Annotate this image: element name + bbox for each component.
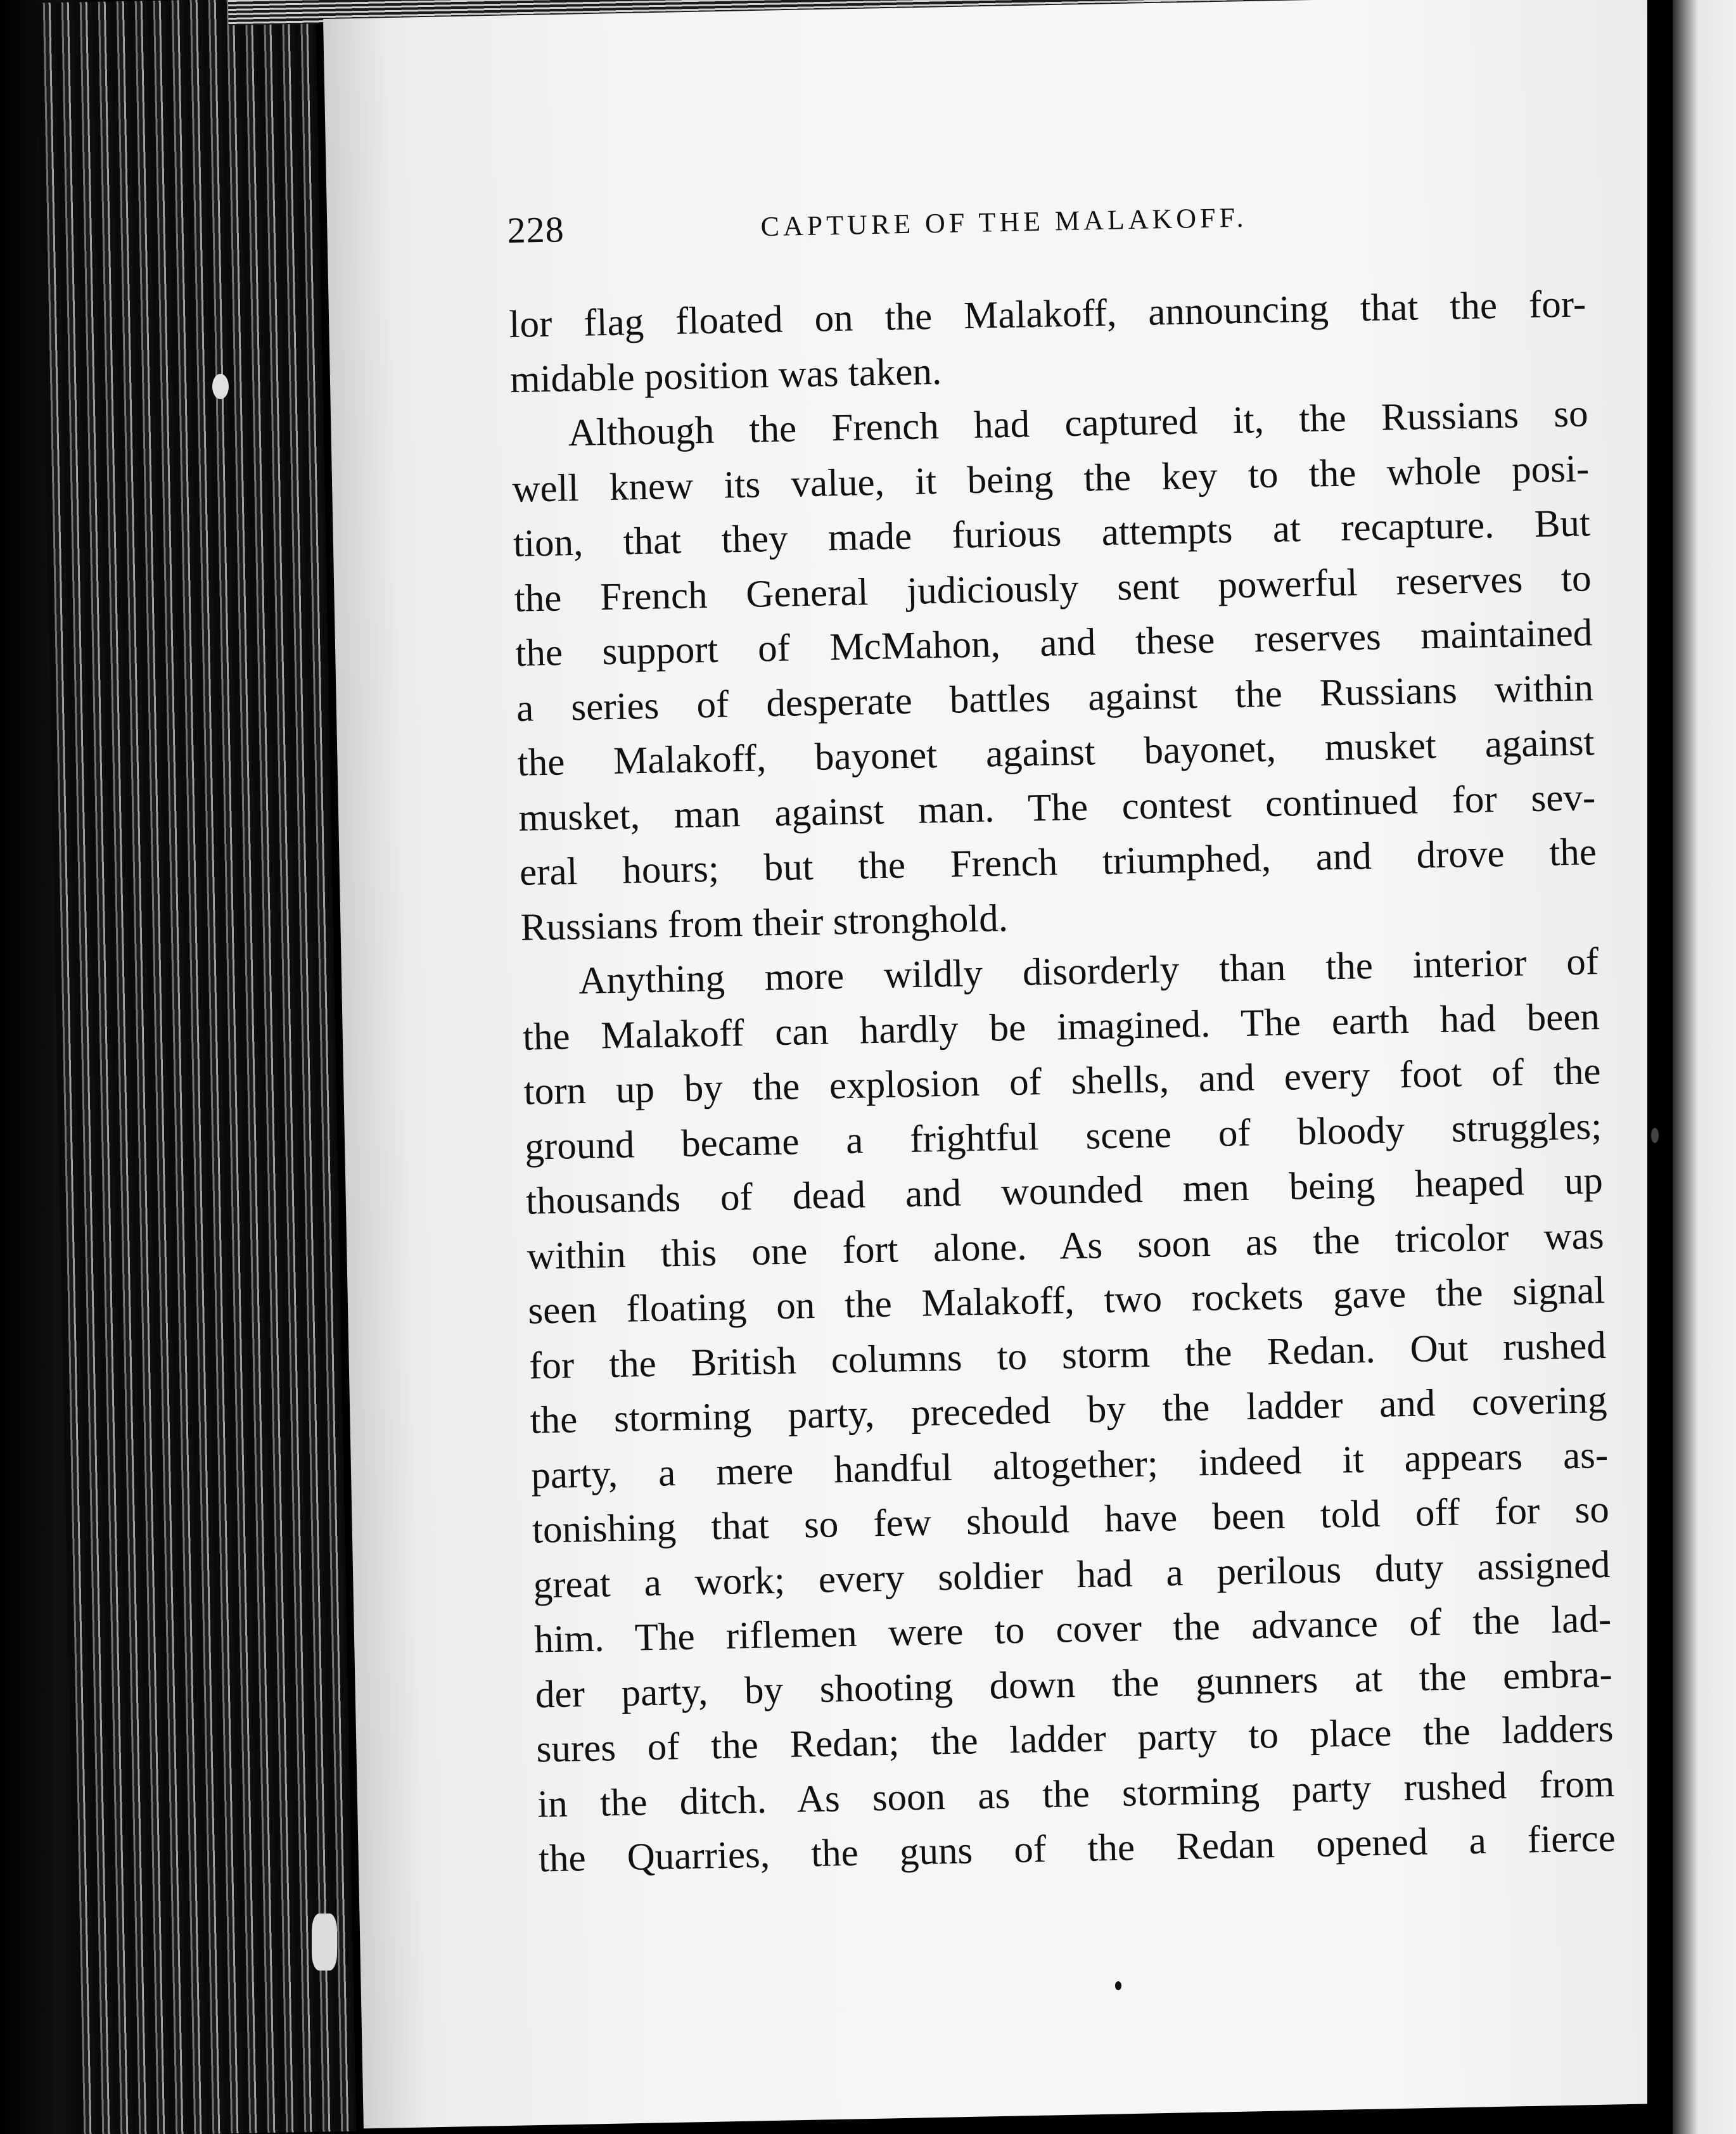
text-line: Anything more wildly disorderly than the interior of [578, 940, 1599, 1003]
paragraph-1 [509, 277, 1588, 407]
text-line: the Quarries, the guns of the Redan opened a fierce [538, 1817, 1616, 1881]
text-line: ground became a frightful scene of bloody struggles; [524, 1104, 1602, 1168]
text-line: the Malakoff can hardly be imagined. The earth had been [522, 995, 1600, 1059]
speck [1115, 1981, 1121, 1990]
page-number: 228 [507, 208, 565, 251]
text-line: the storming party, preceded by the ladder and covering [530, 1379, 1608, 1442]
facing-page-edge [1673, 0, 1736, 2134]
text-line: the French General judiciously sent powerful reserves to [514, 556, 1592, 620]
paragraph-2 [511, 387, 1598, 955]
text-line: a series of desperate battles against the Russians within [516, 666, 1594, 730]
text-line: great a work; every soldier had a perilous duty assigned [533, 1543, 1611, 1607]
text-line: in the ditch. As soon as the storming party rushed from [537, 1762, 1615, 1826]
text-line: seen floating on the Malakoff, two rockets gave the signal [527, 1269, 1605, 1332]
speck [312, 1914, 337, 1971]
text-line: tion, that they made furious attempts at recapture. But [513, 502, 1591, 565]
text-line: Russians from their stronghold. [520, 897, 1009, 949]
text-line: tonishing that so few should have been told off for so [532, 1488, 1610, 1552]
text-line: for the British columns to storm the Redan. Out rushed [528, 1324, 1607, 1388]
text-line: the support of McMahon, and these reserves maintained [514, 611, 1593, 675]
text-line: der party, by shooting down the gunners at the embra- [535, 1652, 1613, 1716]
text-line: lor flag floated on the Malakoff, announcing that the for- [508, 283, 1586, 346]
text-line: party, a mere handful altogether; indeed it appears as- [530, 1433, 1609, 1497]
text-line: musket, man against man. The contest continued for sev- [518, 776, 1596, 840]
speck [1651, 1128, 1659, 1143]
text-line: midable position was taken. [509, 350, 942, 401]
text-block [507, 188, 1616, 1887]
text-line: the Malakoff, bayonet against bayonet, musket against [517, 721, 1595, 784]
running-head-title: CAPTURE OF THE MALAKOFF. [760, 201, 1248, 243]
page-edge-stack [37, 0, 357, 2134]
text-line: him. The riflemen were to cover the advance of the lad- [533, 1597, 1612, 1661]
paragraph-3 [521, 935, 1616, 1887]
speck [212, 374, 229, 399]
text-line: Although the French had captured it, the Russians so [568, 392, 1589, 455]
text-line: well knew its value, it being the key to the whole posi- [511, 447, 1590, 511]
text-line: sures of the Redan; the ladder party to place the ladders [536, 1707, 1614, 1771]
text-line: thousands of dead and wounded men being heaped up [525, 1160, 1604, 1223]
text-line: eral hours; but the French triumphed, and drove the [519, 831, 1597, 894]
text-line: torn up by the explosion of shells, and every foot of the [523, 1050, 1602, 1113]
text-line: within this one fort alone. As soon as the tricolor was [527, 1214, 1605, 1278]
